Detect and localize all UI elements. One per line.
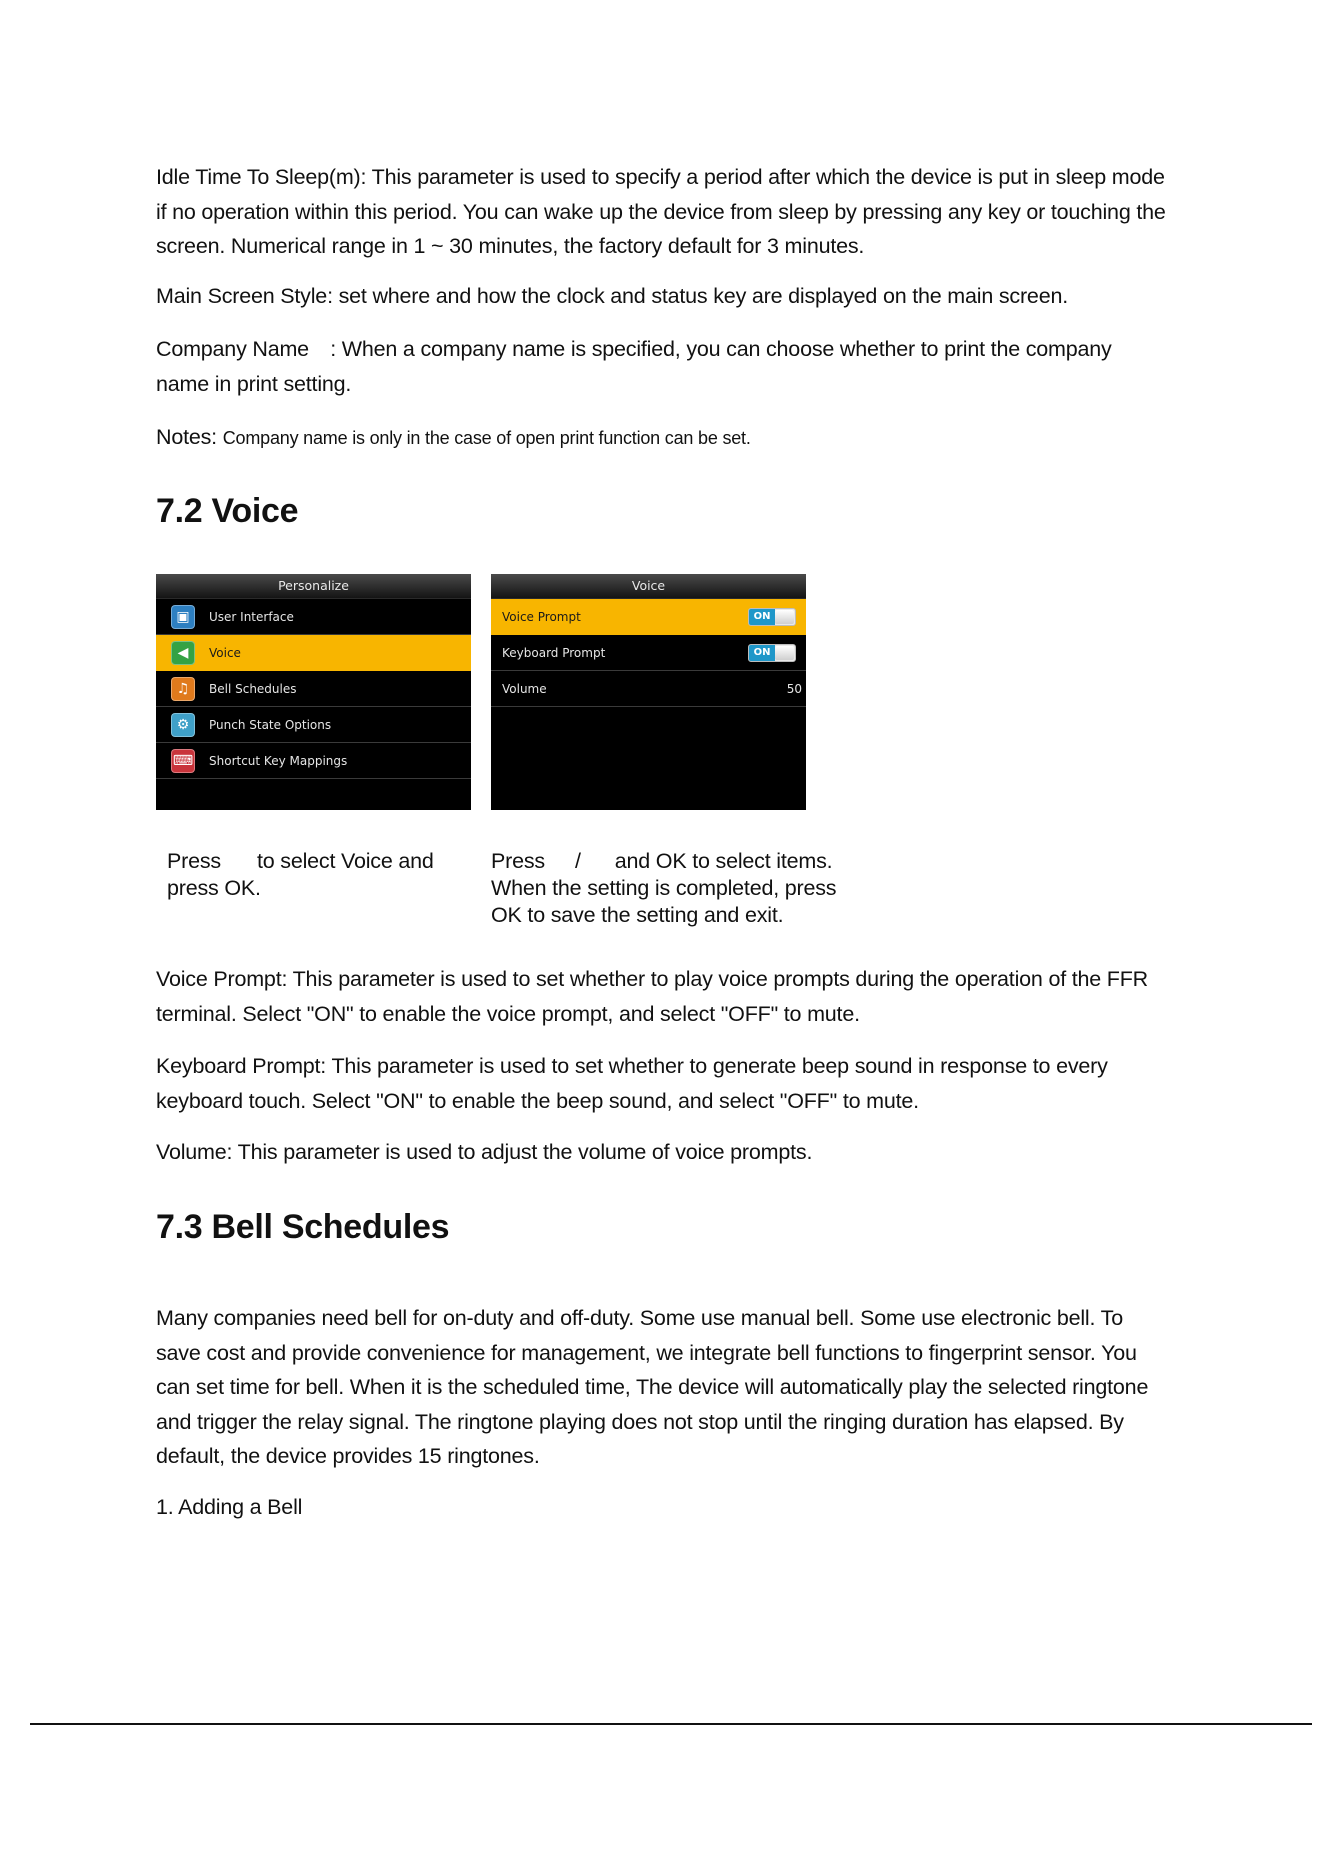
toggle-state: ON	[749, 609, 775, 625]
setting-voice-prompt[interactable]	[491, 599, 806, 635]
caption-left	[167, 848, 467, 902]
setting-keyboard-prompt[interactable]	[491, 635, 806, 671]
caption-text: and OK to select items.	[614, 849, 833, 873]
setting-label: Keyboard Prompt	[502, 645, 606, 660]
caption-right	[491, 848, 891, 929]
notes-text: Company name is only in the case of open print function can be set.	[222, 428, 751, 448]
section-heading-bell-schedules: 7.3 Bell Schedules	[156, 1208, 450, 1246]
bell-icon: ♫	[171, 677, 195, 701]
menu-item-label: User Interface	[209, 609, 294, 624]
screen-title: Voice	[491, 574, 806, 599]
setting-label: Volume	[502, 681, 547, 696]
menu-item-punch-state-options[interactable]	[156, 707, 471, 743]
speaker-icon: ◀	[171, 641, 195, 665]
adding-bell-step: 1. Adding a Bell	[156, 1495, 303, 1519]
personalize-screen	[156, 574, 471, 810]
notes-label: Notes:	[156, 425, 217, 449]
caption-text: Press	[491, 849, 545, 873]
toggle-knob	[775, 610, 794, 624]
setting-label: Voice Prompt	[502, 609, 581, 624]
menu-item-label: Bell Schedules	[209, 681, 297, 696]
section-heading-voice: 7.2 Voice	[156, 492, 299, 530]
volume-paragraph: Volume: This parameter is used to adjust the volume of voice prompts.	[156, 1140, 813, 1164]
voice-screen	[491, 574, 806, 810]
caption-slash: /	[574, 849, 581, 873]
keyboard-prompt-toggle[interactable]	[748, 644, 796, 662]
caption-text: When the setting is completed, press	[491, 876, 837, 900]
volume-value: 50	[786, 681, 802, 696]
caption-text: press OK.	[167, 876, 261, 900]
menu-item-user-interface[interactable]	[156, 599, 471, 635]
screen-title: Personalize	[156, 574, 471, 599]
monitor-icon: ▣	[171, 605, 195, 629]
menu-item-label: Voice	[209, 645, 241, 660]
caption-text: Press	[167, 849, 221, 873]
menu-item-label: Punch State Options	[209, 717, 332, 732]
gear-icon: ⚙	[171, 713, 195, 737]
setting-volume[interactable]	[491, 671, 806, 707]
menu-item-voice[interactable]	[156, 635, 471, 671]
idle-time-paragraph: Idle Time To Sleep(m): This parameter is used to specify a period after which the device is put in sleep mode if no operation within this period. You can wake up the device from sleep by pressing any key or touching the screen. Numerical range in 1 ~ 30 minutes, the factory default for 3 minutes.	[156, 165, 1166, 258]
caption-text: OK to save the setting and exit.	[491, 903, 784, 927]
caption-text: to select Voice and	[256, 849, 434, 873]
menu-item-label: Shortcut Key Mappings	[209, 753, 348, 768]
notes-paragraph	[156, 420, 1166, 456]
menu-item-shortcut-key-mappings[interactable]	[156, 743, 471, 779]
voice-prompt-paragraph: Voice Prompt: This parameter is used to set whether to play voice prompts during the operation of the FFR terminal. Select "ON" to enable the voice prompt, and select "OFF" to mute.	[156, 967, 1148, 1026]
voice-prompt-toggle[interactable]	[748, 608, 796, 626]
menu-item-bell-schedules[interactable]	[156, 671, 471, 707]
toggle-state: ON	[749, 645, 775, 661]
bell-intro-paragraph: Many companies need bell for on-duty and off-duty. Some use manual bell. Some use electronic bell. To save cost and provide convenience for management, we integrate bell functions to fingerprint sensor. You can set time for bell. When it is the scheduled time, The device will automatically play the selected ringtone and trigger the relay signal. The ringtone playing does not stop until the ringing duration has elapsed. By default, the device provides 15 ringtones.	[156, 1306, 1149, 1468]
company-name-paragraph: Company Name : When a company name is specified, you can choose whether to print the company name in print setting.	[156, 337, 1112, 396]
toggle-knob	[775, 646, 794, 660]
footer-divider	[30, 1723, 1312, 1725]
keyboard-icon: ⌨	[171, 749, 195, 773]
main-screen-style-paragraph: Main Screen Style: set where and how the clock and status key are displayed on the main screen.	[156, 284, 1068, 308]
keyboard-prompt-paragraph: Keyboard Prompt: This parameter is used to set whether to generate beep sound in response to every keyboard touch. Select "ON" to enable the beep sound, and select "OFF" to mute.	[156, 1054, 1108, 1113]
